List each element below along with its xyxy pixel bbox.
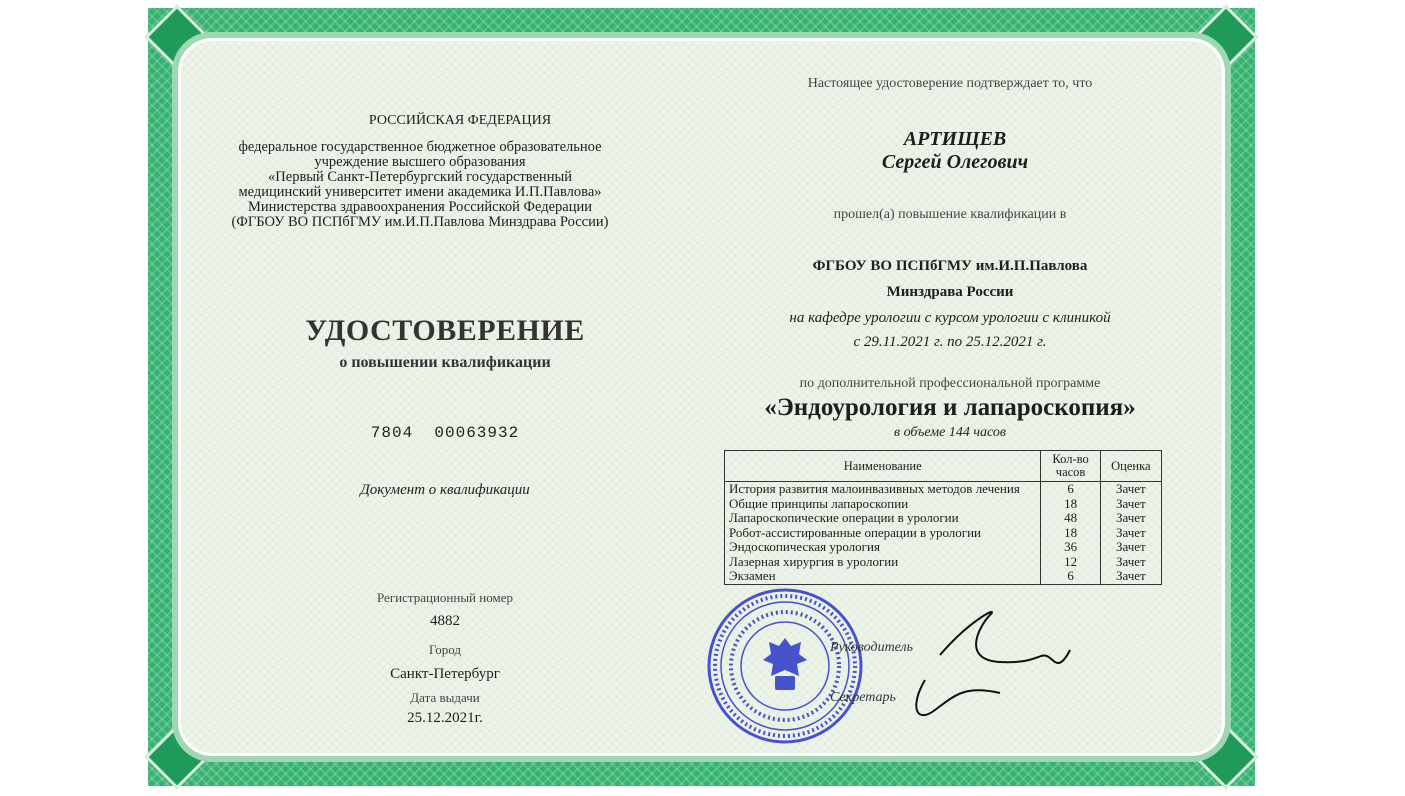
issue-date-label: Дата выдачи bbox=[410, 690, 480, 705]
subject-name: Лапароскопические операции в урологии bbox=[725, 511, 1041, 526]
subject-name: История развития малоинвазивных методов лечения bbox=[725, 482, 1041, 497]
table-row bbox=[725, 511, 1162, 526]
subject-grade: Зачет bbox=[1100, 526, 1161, 541]
reg-number: 4882 bbox=[430, 613, 460, 629]
secretary-label: Секретарь bbox=[830, 690, 896, 705]
study-period: с 29.11.2021 г. по 25.12.2021 г. bbox=[853, 334, 1047, 350]
subject-name: Эндоскопическая урология bbox=[725, 540, 1041, 555]
document-type: Документ о квалификации bbox=[360, 482, 530, 498]
eagle-emblem-icon bbox=[763, 638, 807, 690]
issue-date: 25.12.2021г. bbox=[407, 710, 483, 726]
col-name-header: Наименование bbox=[725, 451, 1041, 482]
city: Санкт-Петербург bbox=[390, 666, 500, 682]
program-intro: по дополнительной профессиональной программе bbox=[799, 376, 1101, 391]
country-heading: РОССИЙСКАЯ ФЕДЕРАЦИЯ bbox=[368, 113, 552, 128]
subject-hours: 6 bbox=[1041, 482, 1100, 497]
institution-line: ФГБОУ ВО ПСПбГМУ им.И.П.Павлова bbox=[812, 258, 1088, 274]
holder-name: Сергей Олегович bbox=[881, 151, 1029, 173]
subject-grade: Зачет bbox=[1100, 569, 1161, 584]
org-line: (ФГБОУ ВО ПСПбГМУ им.И.П.Павлова Минздрава России) bbox=[231, 214, 609, 230]
program-volume: в объеме 144 часов bbox=[894, 425, 1006, 440]
head-label: Руководитель bbox=[830, 640, 914, 655]
table-row bbox=[725, 540, 1162, 555]
org-line: учреждение высшего образования bbox=[314, 154, 526, 170]
subject-hours: 6 bbox=[1041, 569, 1100, 584]
secretary-signature bbox=[905, 665, 1015, 725]
subject-grade: Зачет bbox=[1100, 511, 1161, 526]
col-grade-header: Оценка bbox=[1100, 451, 1161, 482]
subject-grade: Зачет bbox=[1100, 482, 1161, 497]
org-line: федеральное государственное бюджетное образовательное bbox=[238, 139, 602, 155]
subject-grade: Зачет bbox=[1100, 555, 1161, 570]
subject-name: Общие принципы лапароскопии bbox=[725, 497, 1041, 512]
subject-grade: Зачет bbox=[1100, 497, 1161, 512]
subjects-table bbox=[724, 450, 1162, 585]
holder-surname: АРТИЩЕВ bbox=[903, 128, 1007, 150]
org-line: Министерства здравоохранения Российской Федерации bbox=[247, 199, 593, 215]
official-stamp bbox=[705, 586, 865, 746]
org-line: «Первый Санкт-Петербургский государственный bbox=[268, 169, 572, 185]
subject-hours: 18 bbox=[1041, 526, 1100, 541]
institution-line: Минздрава России bbox=[886, 284, 1014, 300]
program-title: «Эндоурология и лапароскопия» bbox=[764, 394, 1136, 421]
table-row bbox=[725, 555, 1162, 570]
reg-number-label: Регистрационный номер bbox=[377, 590, 513, 605]
table-row bbox=[725, 569, 1162, 584]
subject-grade: Зачет bbox=[1100, 540, 1161, 555]
col-hours-header: Кол-во часов bbox=[1041, 451, 1100, 482]
document-title: УДОСТОВЕРЕНИЕ bbox=[305, 314, 585, 347]
document-subtitle: о повышении квалификации bbox=[339, 354, 551, 371]
table-row bbox=[725, 526, 1162, 541]
subject-hours: 12 bbox=[1041, 555, 1100, 570]
subject-hours: 48 bbox=[1041, 511, 1100, 526]
subject-hours: 36 bbox=[1041, 540, 1100, 555]
city-label: Город bbox=[428, 642, 462, 657]
org-line: медицинский университет имени академика И.П.Павлова» bbox=[238, 184, 602, 200]
subject-name: Робот-ассистированные операции в урологии bbox=[725, 526, 1041, 541]
passed-text: прошел(а) повышение квалификации в bbox=[833, 207, 1067, 222]
department: на кафедре урологии с курсом урологии с клиникой bbox=[789, 310, 1111, 326]
table-row bbox=[725, 497, 1162, 512]
subject-name: Экзамен bbox=[725, 569, 1041, 584]
intro-text: Настоящее удостоверение подтверждает то, что bbox=[807, 76, 1093, 91]
serial-number: 7804 00063932 bbox=[370, 424, 520, 442]
subject-name: Лазерная хирургия в урологии bbox=[725, 555, 1041, 570]
table-row bbox=[725, 482, 1162, 497]
subject-hours: 18 bbox=[1041, 497, 1100, 512]
